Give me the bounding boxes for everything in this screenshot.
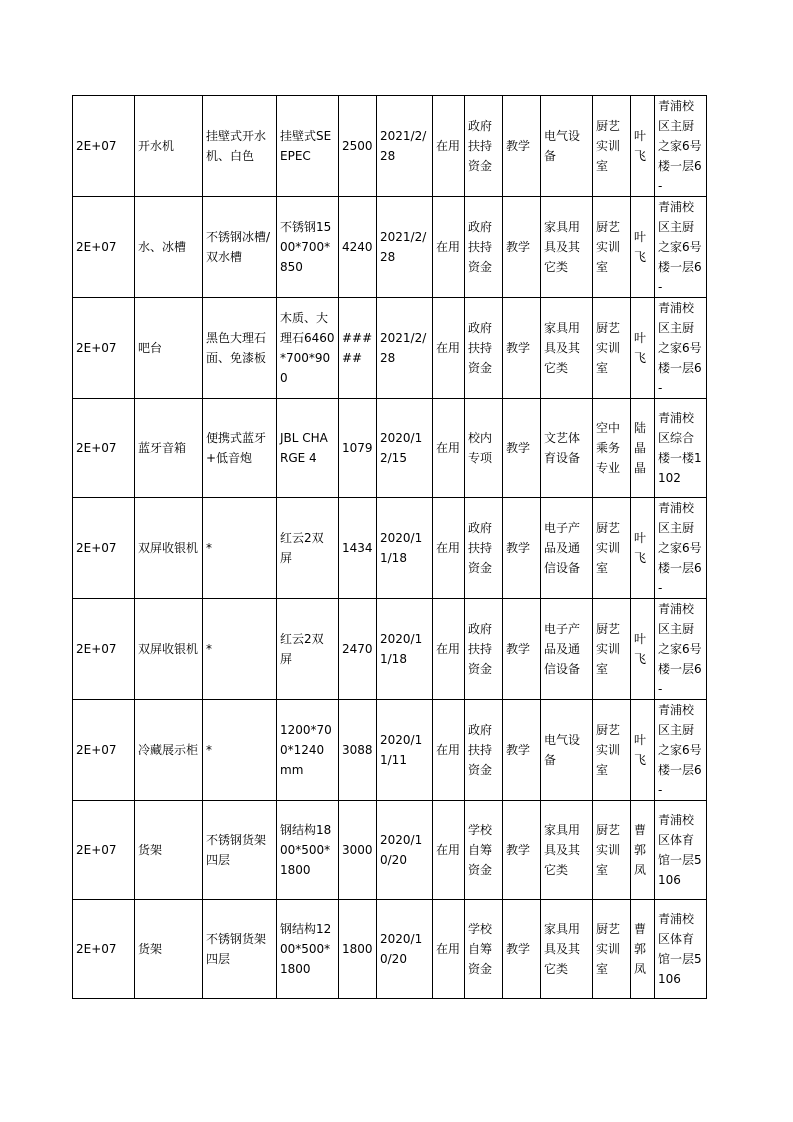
- usage-purpose-cell: 教学: [503, 801, 541, 900]
- usage-purpose-cell: 教学: [503, 298, 541, 399]
- asset-model-cell: 1200*700*1240mm: [277, 700, 339, 801]
- asset-price-cell: 1079: [339, 399, 377, 498]
- funding-source-cell: 政府扶持资金: [465, 298, 503, 399]
- asset-model-cell: 木质、大理石6460*700*900: [277, 298, 339, 399]
- asset-description-cell: 不锈钢冰槽/双水槽: [203, 197, 277, 298]
- asset-category-cell: 电子产品及通信设备: [541, 599, 593, 700]
- asset-price-cell: 4240: [339, 197, 377, 298]
- table-body: [73, 96, 707, 999]
- asset-id-cell: 2E+07: [73, 900, 135, 999]
- department-cell: 厨艺实训室: [593, 197, 631, 298]
- purchase-date-cell: 2021/2/28: [377, 298, 433, 399]
- table-row: [73, 599, 707, 700]
- funding-source-cell: 政府扶持资金: [465, 96, 503, 197]
- asset-price-cell: 2500: [339, 96, 377, 197]
- user-cell: 曹郭凤: [631, 900, 655, 999]
- location-cell: 青浦校区主厨之家6号楼一层6-: [655, 197, 707, 298]
- asset-category-cell: 电气设备: [541, 96, 593, 197]
- asset-description-cell: *: [203, 599, 277, 700]
- asset-model-cell: JBL CHARGE 4: [277, 399, 339, 498]
- user-cell: 叶飞: [631, 498, 655, 599]
- asset-id-cell: 2E+07: [73, 96, 135, 197]
- asset-category-cell: 电气设备: [541, 700, 593, 801]
- asset-model-cell: 不锈钢1500*700*850: [277, 197, 339, 298]
- asset-description-cell: 黑色大理石面、免漆板: [203, 298, 277, 399]
- usage-status-cell: 在用: [433, 399, 465, 498]
- asset-description-cell: 不锈钢货架四层: [203, 801, 277, 900]
- table-row: [73, 298, 707, 399]
- usage-status-cell: 在用: [433, 298, 465, 399]
- asset-name-cell: 开水机: [135, 96, 203, 197]
- asset-description-cell: 便携式蓝牙+低音炮: [203, 399, 277, 498]
- location-cell: 青浦校区体育馆一层5106: [655, 801, 707, 900]
- asset-description-cell: 挂壁式开水机、白色: [203, 96, 277, 197]
- department-cell: 空中乘务专业: [593, 399, 631, 498]
- user-cell: 叶飞: [631, 197, 655, 298]
- user-cell: 叶飞: [631, 96, 655, 197]
- department-cell: 厨艺实训室: [593, 801, 631, 900]
- purchase-date-cell: 2020/10/20: [377, 900, 433, 999]
- department-cell: 厨艺实训室: [593, 599, 631, 700]
- table-row: [73, 801, 707, 900]
- usage-purpose-cell: 教学: [503, 399, 541, 498]
- location-cell: 青浦校区主厨之家6号楼一层6-: [655, 700, 707, 801]
- location-cell: 青浦校区综合楼一楼1102: [655, 399, 707, 498]
- asset-name-cell: 水、冰槽: [135, 197, 203, 298]
- table-row: [73, 900, 707, 999]
- funding-source-cell: 政府扶持资金: [465, 599, 503, 700]
- table-row: [73, 700, 707, 801]
- funding-source-cell: 学校自筹资金: [465, 900, 503, 999]
- usage-status-cell: 在用: [433, 197, 465, 298]
- asset-name-cell: 冷藏展示柜: [135, 700, 203, 801]
- asset-category-cell: 家具用具及其它类: [541, 197, 593, 298]
- funding-source-cell: 校内专项: [465, 399, 503, 498]
- asset-name-cell: 货架: [135, 900, 203, 999]
- asset-category-cell: 电子产品及通信设备: [541, 498, 593, 599]
- asset-model-cell: 钢结构1200*500*1800: [277, 900, 339, 999]
- user-cell: 叶飞: [631, 700, 655, 801]
- asset-category-cell: 家具用具及其它类: [541, 900, 593, 999]
- funding-source-cell: 政府扶持资金: [465, 498, 503, 599]
- asset-name-cell: 货架: [135, 801, 203, 900]
- department-cell: 厨艺实训室: [593, 900, 631, 999]
- usage-status-cell: 在用: [433, 900, 465, 999]
- purchase-date-cell: 2020/12/15: [377, 399, 433, 498]
- user-cell: 曹郭凤: [631, 801, 655, 900]
- asset-name-cell: 蓝牙音箱: [135, 399, 203, 498]
- asset-price-cell: #####: [339, 298, 377, 399]
- usage-status-cell: 在用: [433, 498, 465, 599]
- user-cell: 叶飞: [631, 298, 655, 399]
- usage-purpose-cell: 教学: [503, 900, 541, 999]
- asset-price-cell: 3000: [339, 801, 377, 900]
- user-cell: 陆晶晶: [631, 399, 655, 498]
- purchase-date-cell: 2021/2/28: [377, 96, 433, 197]
- asset-category-cell: 家具用具及其它类: [541, 801, 593, 900]
- table-row: [73, 498, 707, 599]
- purchase-date-cell: 2020/10/20: [377, 801, 433, 900]
- location-cell: 青浦校区主厨之家6号楼一层6-: [655, 298, 707, 399]
- user-cell: 叶飞: [631, 599, 655, 700]
- asset-description-cell: *: [203, 700, 277, 801]
- asset-id-cell: 2E+07: [73, 498, 135, 599]
- usage-status-cell: 在用: [433, 599, 465, 700]
- usage-status-cell: 在用: [433, 700, 465, 801]
- asset-id-cell: 2E+07: [73, 298, 135, 399]
- location-cell: 青浦校区主厨之家6号楼一层6-: [655, 96, 707, 197]
- asset-table: [72, 95, 707, 999]
- usage-purpose-cell: 教学: [503, 498, 541, 599]
- usage-purpose-cell: 教学: [503, 197, 541, 298]
- location-cell: 青浦校区主厨之家6号楼一层6-: [655, 498, 707, 599]
- asset-model-cell: 挂壁式SEEPEC: [277, 96, 339, 197]
- asset-id-cell: 2E+07: [73, 197, 135, 298]
- funding-source-cell: 政府扶持资金: [465, 700, 503, 801]
- asset-model-cell: 钢结构1800*500*1800: [277, 801, 339, 900]
- purchase-date-cell: 2020/11/18: [377, 498, 433, 599]
- asset-model-cell: 红云2双屏: [277, 599, 339, 700]
- asset-name-cell: 双屏收银机: [135, 599, 203, 700]
- asset-name-cell: 双屏收银机: [135, 498, 203, 599]
- usage-status-cell: 在用: [433, 96, 465, 197]
- asset-category-cell: 文艺体育设备: [541, 399, 593, 498]
- asset-id-cell: 2E+07: [73, 599, 135, 700]
- location-cell: 青浦校区主厨之家6号楼一层6-: [655, 599, 707, 700]
- table-row: [73, 96, 707, 197]
- funding-source-cell: 政府扶持资金: [465, 197, 503, 298]
- funding-source-cell: 学校自筹资金: [465, 801, 503, 900]
- department-cell: 厨艺实训室: [593, 700, 631, 801]
- asset-price-cell: 2470: [339, 599, 377, 700]
- asset-price-cell: 1800: [339, 900, 377, 999]
- location-cell: 青浦校区体育馆一层5106: [655, 900, 707, 999]
- purchase-date-cell: 2021/2/28: [377, 197, 433, 298]
- asset-description-cell: 不锈钢货架四层: [203, 900, 277, 999]
- asset-id-cell: 2E+07: [73, 801, 135, 900]
- usage-purpose-cell: 教学: [503, 700, 541, 801]
- department-cell: 厨艺实训室: [593, 298, 631, 399]
- table-row: [73, 399, 707, 498]
- department-cell: 厨艺实训室: [593, 498, 631, 599]
- purchase-date-cell: 2020/11/18: [377, 599, 433, 700]
- asset-id-cell: 2E+07: [73, 700, 135, 801]
- asset-name-cell: 吧台: [135, 298, 203, 399]
- usage-purpose-cell: 教学: [503, 96, 541, 197]
- asset-model-cell: 红云2双屏: [277, 498, 339, 599]
- asset-category-cell: 家具用具及其它类: [541, 298, 593, 399]
- purchase-date-cell: 2020/11/11: [377, 700, 433, 801]
- table-row: [73, 197, 707, 298]
- asset-description-cell: *: [203, 498, 277, 599]
- department-cell: 厨艺实训室: [593, 96, 631, 197]
- usage-status-cell: 在用: [433, 801, 465, 900]
- usage-purpose-cell: 教学: [503, 599, 541, 700]
- asset-price-cell: 1434: [339, 498, 377, 599]
- asset-id-cell: 2E+07: [73, 399, 135, 498]
- asset-price-cell: 3088: [339, 700, 377, 801]
